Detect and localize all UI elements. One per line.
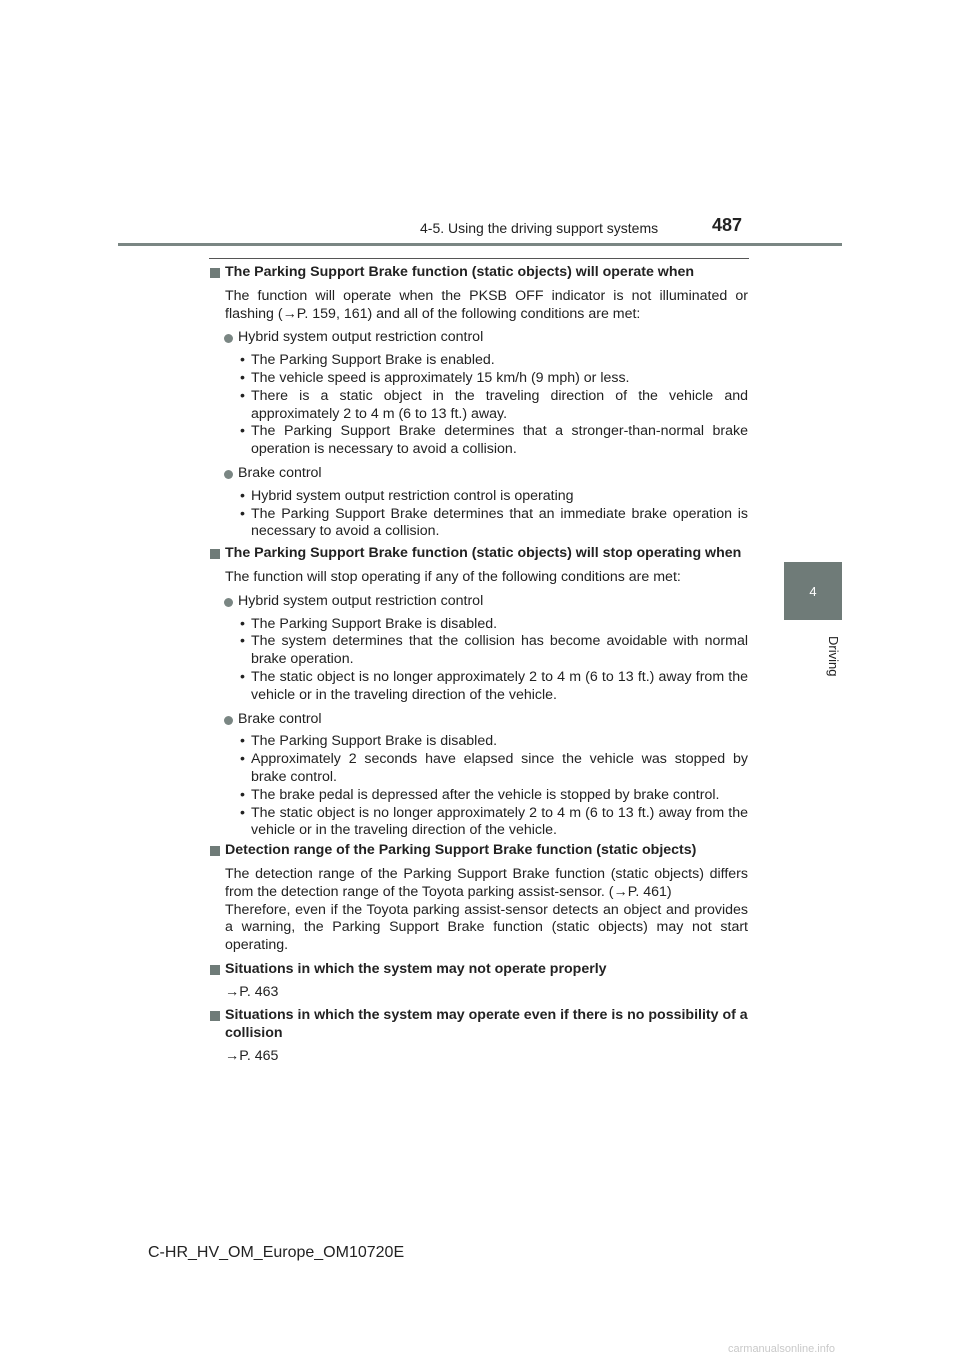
list-item: • The Parking Support Brake determines that an immediate brake operation is necessary to avoid a collision. <box>240 505 748 540</box>
section-detection-range <box>210 842 748 955</box>
page-reference-link[interactable]: →P. 463 <box>225 983 279 1000</box>
circle-bullet-icon <box>224 716 233 725</box>
list-item: • The brake pedal is depressed after the vehicle is stopped by brake control. <box>240 786 720 803</box>
square-bullet-icon <box>210 549 220 559</box>
paragraph: Therefore, even if the Toyota parking assist-sensor detects an object and provides a warning, the Parking Support Brake function (static objects) may not start operating. <box>225 901 748 954</box>
chapter-tab[interactable] <box>784 562 842 620</box>
section-heading: Situations in which the system may not operate properly <box>210 961 748 979</box>
item-list <box>210 352 748 459</box>
section-may-not-operate <box>210 961 748 1002</box>
section-operate-when <box>210 264 748 541</box>
square-bullet-icon <box>210 268 220 278</box>
circle-bullet-icon <box>224 470 233 479</box>
section-heading: Situations in which the system may operate even if there is no possibility of a collision <box>210 1007 748 1043</box>
list-item: • The vehicle speed is approximately 15 km/h (9 mph) or less. <box>240 369 630 386</box>
item-list <box>210 733 748 840</box>
section-heading: The Parking Support Brake function (static objects) will operate when <box>210 264 748 282</box>
footer-document-code: C-HR_HV_OM_Europe_OM10720E <box>148 1244 405 1261</box>
square-bullet-icon <box>210 1011 220 1021</box>
chapter-number: 4 <box>809 583 817 599</box>
list-item: • There is a static object in the traveling direction of the vehicle and approximately 2 to 4 m (6 to 13 ft.) away. <box>240 387 748 422</box>
section-intro: The function will stop operating if any of the following conditions are met: <box>225 568 681 585</box>
list-item: • The Parking Support Brake is disabled. <box>240 733 498 750</box>
section-heading: Detection range of the Parking Support Brake function (static objects) <box>210 842 748 860</box>
watermark: carmanualsonline.info <box>728 1343 836 1355</box>
list-item: • Hybrid system output restriction control is operating <box>240 487 574 504</box>
item-list <box>210 616 748 705</box>
header-divider <box>118 243 842 246</box>
list-item: • The system determines that the collision has become avoidable with normal brake operation. <box>240 633 748 668</box>
circle-bullet-icon <box>224 598 233 607</box>
bullet-heading: Brake control <box>210 465 748 483</box>
section-body <box>210 866 748 955</box>
list-item: • The Parking Support Brake is enabled. <box>240 352 495 369</box>
content-divider <box>209 258 749 259</box>
bullet-heading: Hybrid system output restriction control <box>210 329 748 347</box>
square-bullet-icon <box>210 965 220 975</box>
paragraph: The detection range of the Parking Support Brake function (static objects) differs from the detection range of the Toyota parking assist-sensor. (→P. 461) <box>225 865 748 900</box>
list-item: • The static object is no longer approximately 2 to 4 m (6 to 13 ft.) away from the vehicle or in the traveling direction of the vehicle. <box>240 668 748 703</box>
page-number: 487 <box>712 215 743 235</box>
square-bullet-icon <box>210 846 220 856</box>
section-intro: The function will operate when the PKSB OFF indicator is not illuminated or flashing (→P. 159, 161) and all of the following conditions are met: <box>225 287 748 322</box>
circle-bullet-icon <box>224 334 233 343</box>
list-item: • The Parking Support Brake is disabled. <box>240 615 498 632</box>
page-reference-link[interactable]: →P. 465 <box>225 1048 279 1065</box>
bullet-heading: Brake control <box>210 711 748 729</box>
bullet-heading: Hybrid system output restriction control <box>210 593 748 611</box>
section-heading: The Parking Support Brake function (static objects) will stop operating when <box>210 545 748 563</box>
chapter-label: Driving <box>826 635 841 677</box>
list-item: • The Parking Support Brake determines that a stronger-than-normal brake operation is necessary to avoid a collision. <box>240 423 748 458</box>
item-list <box>210 488 748 541</box>
list-item: • The static object is no longer approximately 2 to 4 m (6 to 13 ft.) away from the vehicle or in the traveling direction of the vehicle. <box>240 804 748 839</box>
page-content <box>210 262 748 1066</box>
header-section-title: 4-5. Using the driving support systems <box>420 220 659 236</box>
list-item: • Approximately 2 seconds have elapsed since the vehicle was stopped by brake control. <box>240 751 748 785</box>
section-may-operate-no-collision <box>210 1007 748 1065</box>
section-stop-operating-when <box>210 545 748 840</box>
